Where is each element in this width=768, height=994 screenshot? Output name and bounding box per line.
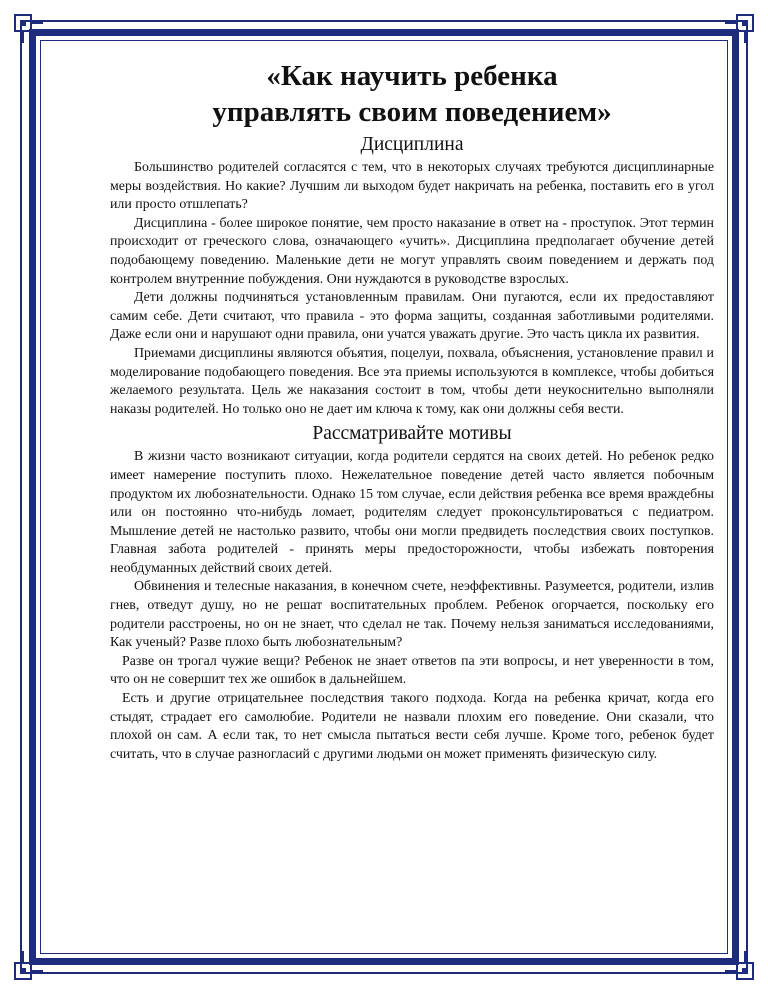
corner-ornament-icon [724,950,754,980]
title-line-1: «Как научить ребенка [266,60,558,92]
section-heading-motives: Рассматривайте мотивы [312,423,512,445]
paragraph: Есть и другие отрицательнее последствия такого подхода. Когда на ребенка кричат, когда его стыдят, страдает его самолюбие. Родители не назвали плохим его поведение. Они сказали, что плохой он сам. А если так, то нет смысла пытаться вести себя лучше. Кроме того, ребенок будет считать, что в случае разногласий с другими людьми он может применять физическую силу. [110,691,714,762]
paragraph: В жизни часто возникают ситуации, когда родители сердятся на своих детей. Но ребенок редко имеет намерение поступить плохо. Нежелательное поведение детей часто является побочным продуктом их любознательности. Однако 15 том случае, если действия ребенка все время враждебны или он постоянно что-нибудь ломает, родителям следует проконсультироваться с педиатром. Мышление детей не настолько развито, чтобы они могли предвидеть последствия своих поступков. Главная забота родителей - принять меры предосторожности, чтобы избежать повторения необдуманных действий своих детей. [110,449,714,576]
section-heading-discipline: Дисциплина [360,134,464,155]
paragraph: Обвинения и телесные наказания, в конечном счете, неэффективны. Разумеется, родители, излив гнев, отведут душу, но не решат воспитательных проблем. Ребенок огорчается, поскольку его родители расстроены, но он не знает, что сделал не так. Почему нельзя заниматься исследованиями, Как ученый? Разве плохо быть любознательным? [110,579,714,651]
paragraph: Дети должны подчиняться установленным правилам. Они пугаются, если их предоставляют самим себе. Дети считают, что правила - это форма защиты, созданная заботливыми родителями. Даже если они и нарушают одни правила, они учатся уважать другие. Это часть цикла их развития. [110,290,714,343]
paragraph: Большинство родителей согласятся с тем, что в некоторых случаях требуются дисциплинарные меры воздействия. Но какие? Лучшим ли выходом будет накричать на ребенка, поставить его в угол или просто отшлепать? [110,160,714,213]
document-title [110,58,714,130]
paragraph: Приемами дисциплины являются объятия, поцелуи, похвала, объяснения, установление правил и моделирование подобающего поведения. Все эта приемы используются в комплексе, чтобы добиться желаемого результата. Цель же наказания состоит в том, чтобы дети неукоснительно выполняли наказы родителей. Но только оно не дает им ключа к тому, как они должны себя вести. [110,345,714,417]
document-body [110,58,714,764]
corner-ornament-icon [14,950,44,980]
paragraph: Разве он трогал чужие вещи? Ребенок не знает ответов па эти вопросы, и нет уверенности в том, что он не совершит тех же ошибок в дальнейшем. [110,653,714,688]
title-line-2: управлять своим поведением» [212,96,612,128]
corner-ornament-icon [724,14,754,44]
corner-ornament-icon [14,14,44,44]
paragraph: Дисциплина - более широкое понятие, чем просто наказание в ответ на - проступок. Этот термин происходит от греческого слова, означающего «учить». Дисциплина предполагает обучение детей подобающему поведению. Маленькие дети не могут управлять своим поведением и держать под контролем внутренние побуждения. Они нуждаются в руководстве взрослых. [110,215,714,287]
